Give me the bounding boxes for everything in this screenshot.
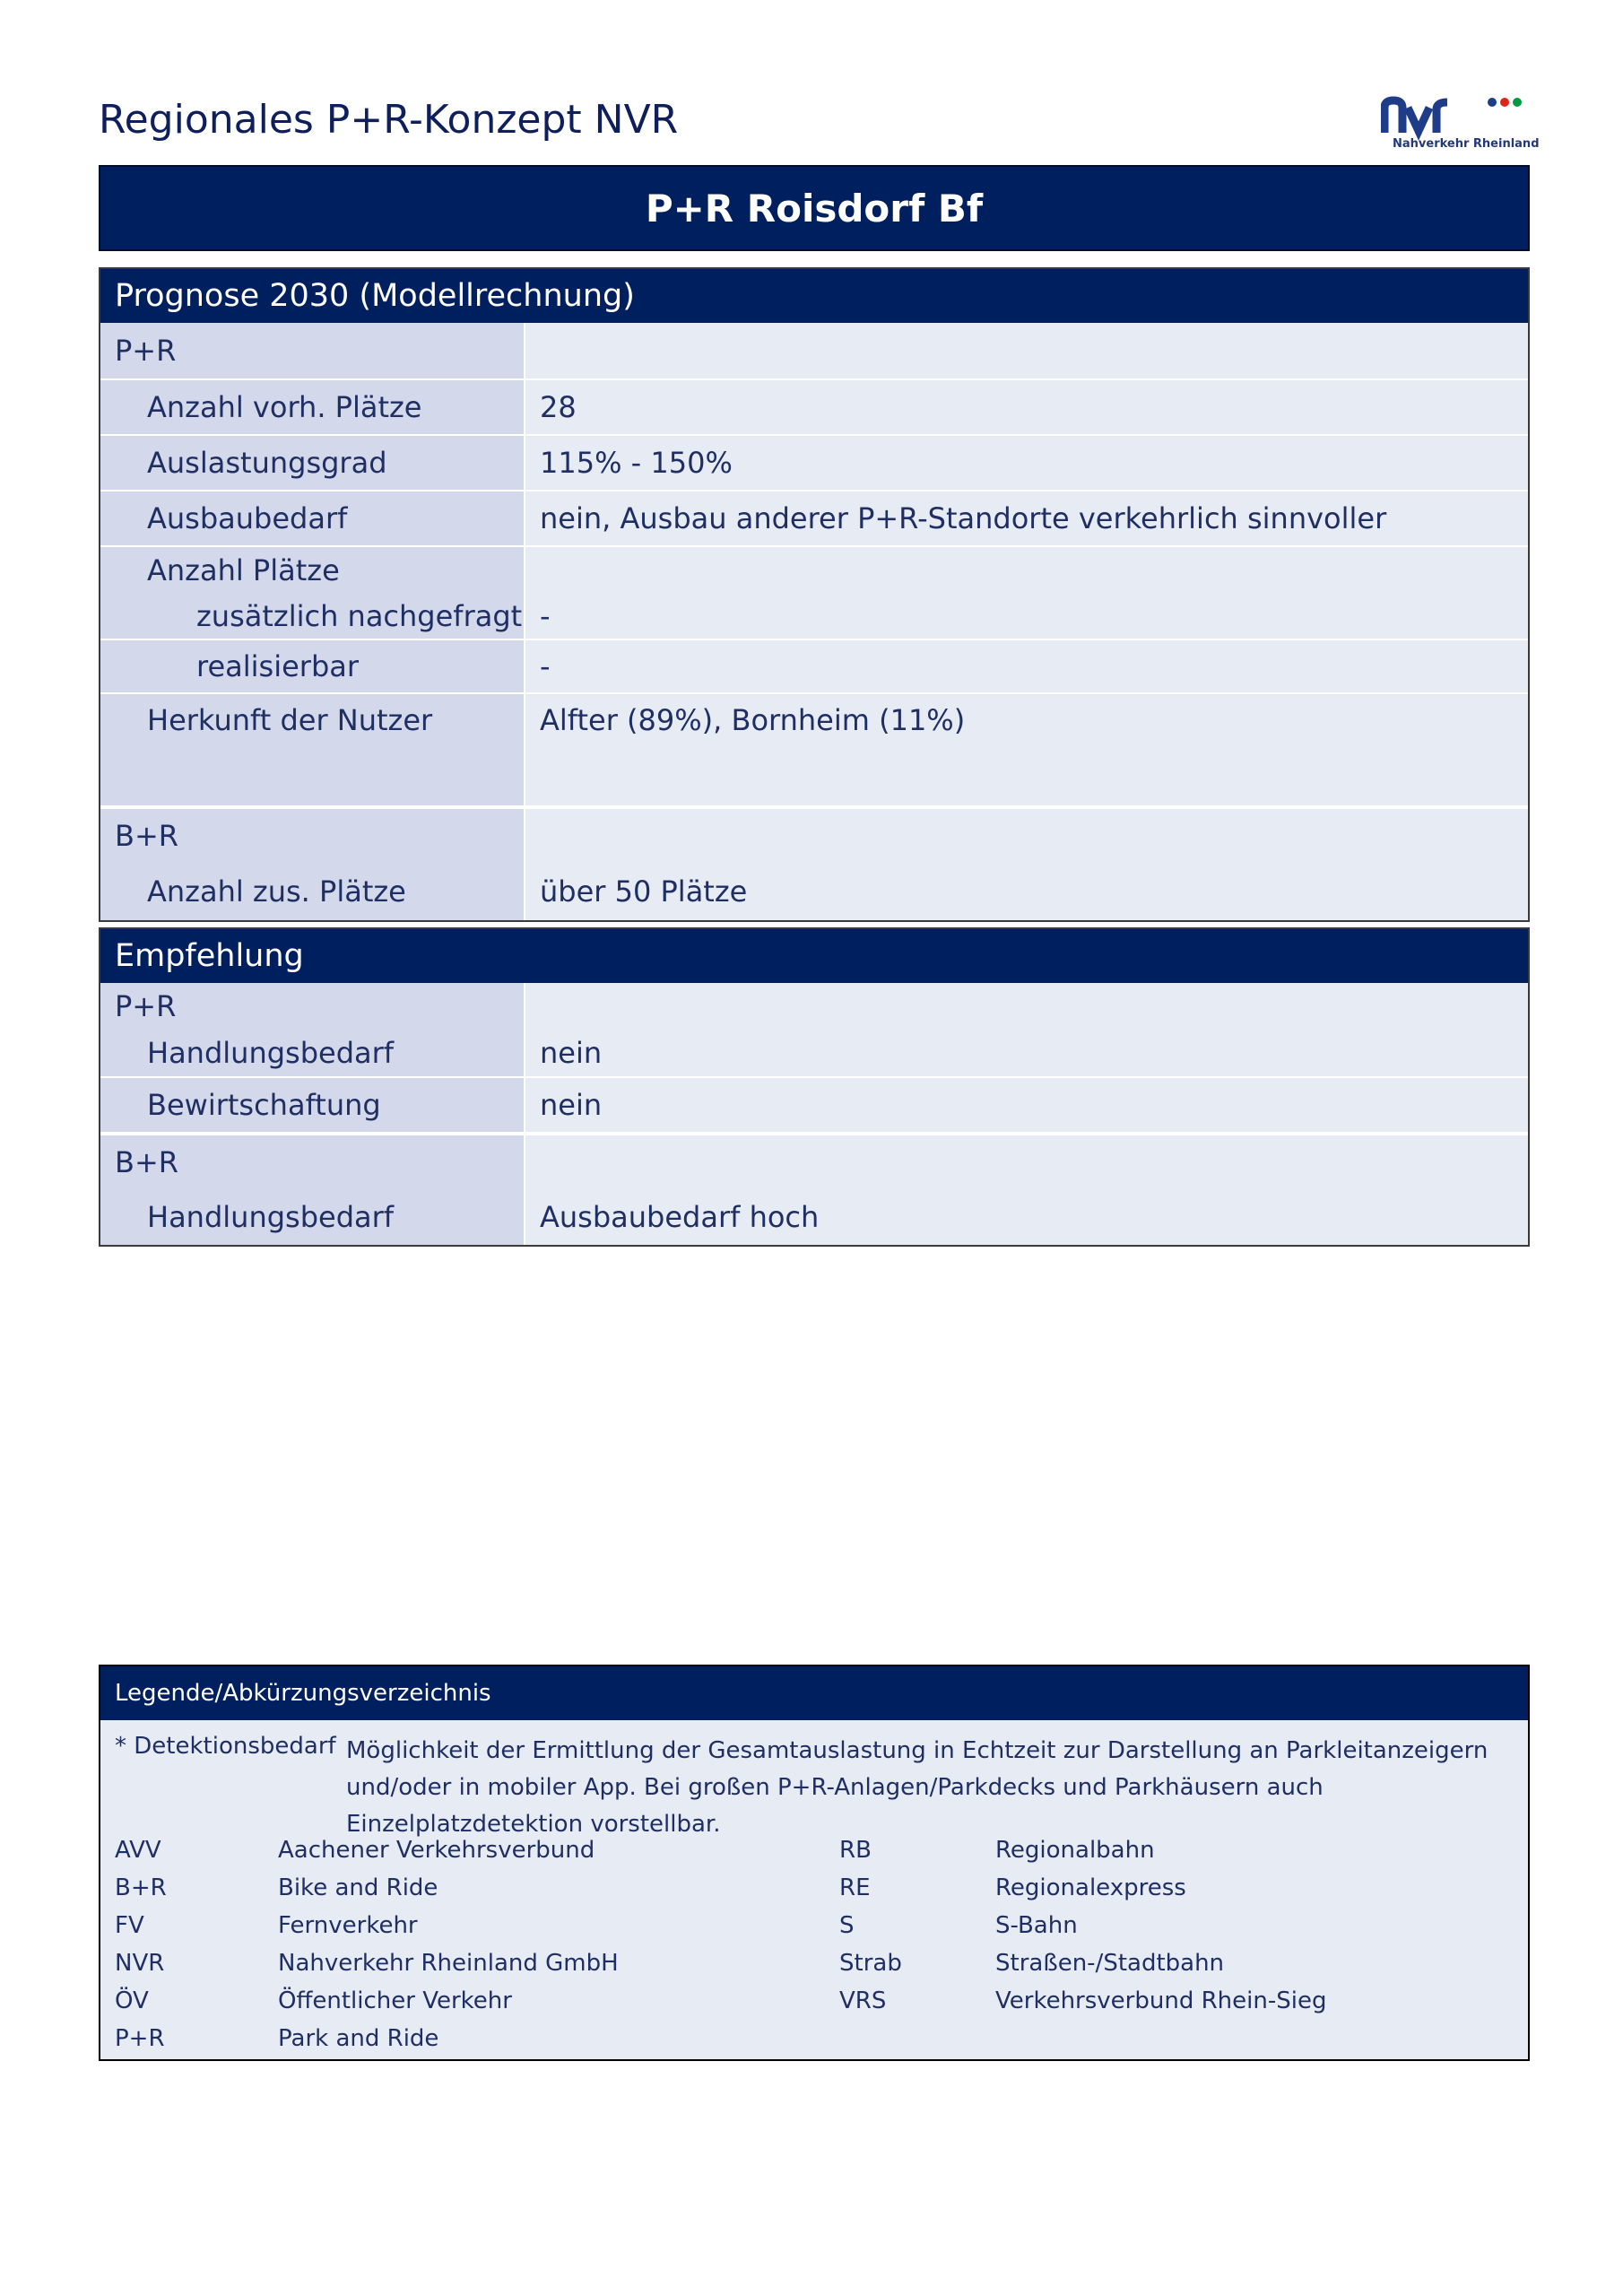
row-label: Anzahl vorh. Plätze [100,380,524,434]
row-label: Bewirtschaftung [100,1078,524,1132]
table-row [100,378,1528,434]
table-row [100,1189,1528,1245]
abbr-desc: Straßen-/Stadtbahn [995,1950,1225,1977]
table-row [100,1030,1528,1076]
abbr-desc: Fernverkehr [278,1912,418,1939]
abbr-desc: Park and Ride [278,2025,439,2052]
abbr-term: S [839,1912,855,1939]
row-value: Ausbaubedarf hoch [524,1189,1528,1245]
empfehlung-section [99,927,1530,1247]
abbr-desc: Regionalexpress [995,1874,1186,1901]
table-row [100,692,1528,805]
abbr-desc: Öffentlicher Verkehr [278,1987,512,2014]
table-row [100,434,1528,490]
legend-body [100,1720,1528,2059]
table-row [100,545,1528,594]
row-label: Auslastungsgrad [100,436,524,490]
abbr-desc: S-Bahn [995,1912,1078,1939]
abbr-desc: Verkehrsverbund Rhein-Sieg [995,1987,1327,2014]
empty-cell [524,1135,1528,1189]
row-label: Herkunft der Nutzer [100,694,524,805]
logo-caption: Nahverkehr Rheinland [1393,137,1540,151]
table-row [100,1132,1528,1189]
row-value: - [524,640,1528,692]
abbr-term: RE [839,1874,871,1901]
prognose-heading: Prognose 2030 (Modellrechnung) [100,269,1528,323]
abbr-desc: Regionalbahn [995,1837,1155,1864]
empty-cell [524,983,1528,1030]
empty-cell [524,809,1528,863]
br-group-label: B+R [100,809,524,863]
row-value: Alfter (89%), Bornheim (11%) [524,694,1528,805]
table-row [100,594,1528,639]
abbr-term: NVR [115,1950,165,1977]
row-value: über 50 Plätze [524,863,1528,920]
row-label: Handlungsbedarf [100,1030,524,1076]
abbr-term: RB [839,1837,872,1864]
detection-term: * Detektionsbedarf [115,1733,336,1760]
abbr-term: B+R [115,1874,167,1901]
legend-heading: Legende/Abkürzungsverzeichnis [100,1666,1528,1720]
row-label: Anzahl zus. Plätze [100,863,524,920]
abbr-term: P+R [115,2025,165,2052]
detection-description: Möglichkeit der Ermittlung der Gesamtauslastung in Echtzeit zur Darstellung an Parkleitanzeigern und/oder in mobiler App. Bei großen P+R-Anlagen/Parkdecks und Parkhäusern auch Einzelplatzdetektion vorstellbar. [346,1737,1488,1838]
abbr-term: ÖV [115,1987,149,2014]
table-row [100,323,1528,378]
abbr-term: FV [115,1912,144,1939]
abbr-desc: Bike and Ride [278,1874,438,1901]
row-label: Anzahl Plätze [100,547,524,594]
abbr-term: AVV [115,1837,161,1864]
row-value: - [524,594,1528,639]
row-value: nein [524,1030,1528,1076]
row-label: realisierbar [100,640,524,692]
row-value: 115% - 150% [524,436,1528,490]
abbr-desc: Aachener Verkehrsverbund [278,1837,595,1864]
row-value: nein, Ausbau anderer P+R-Standorte verkehrlich sinnvoller [524,491,1528,545]
pr-group-label: P+R [100,323,524,378]
table-row [100,805,1528,863]
legend-box [99,1665,1530,2061]
document-title: Regionales P+R-Konzept NVR [99,97,679,143]
table-row [100,490,1528,545]
row-label: Handlungsbedarf [100,1189,524,1245]
row-label: Ausbaubedarf [100,491,524,545]
station-title: P+R Roisdorf Bf [99,165,1530,251]
abbr-desc: Nahverkehr Rheinland GmbH [278,1950,619,1977]
row-value: nein [524,1078,1528,1132]
br-group-label: B+R [100,1135,524,1189]
empty-cell [524,323,1528,378]
table-row [100,1076,1528,1132]
abbr-term: Strab [839,1950,902,1977]
row-label: zusätzlich nachgefragt [100,594,524,639]
table-row [100,983,1528,1030]
empty-cell [524,547,1528,594]
prognose-section [99,267,1530,922]
table-row [100,863,1528,920]
abbr-term: VRS [839,1987,887,2014]
table-row [100,639,1528,692]
empfehlung-heading: Empfehlung [100,929,1528,983]
row-value: 28 [524,380,1528,434]
pr-group-label: P+R [100,983,524,1030]
